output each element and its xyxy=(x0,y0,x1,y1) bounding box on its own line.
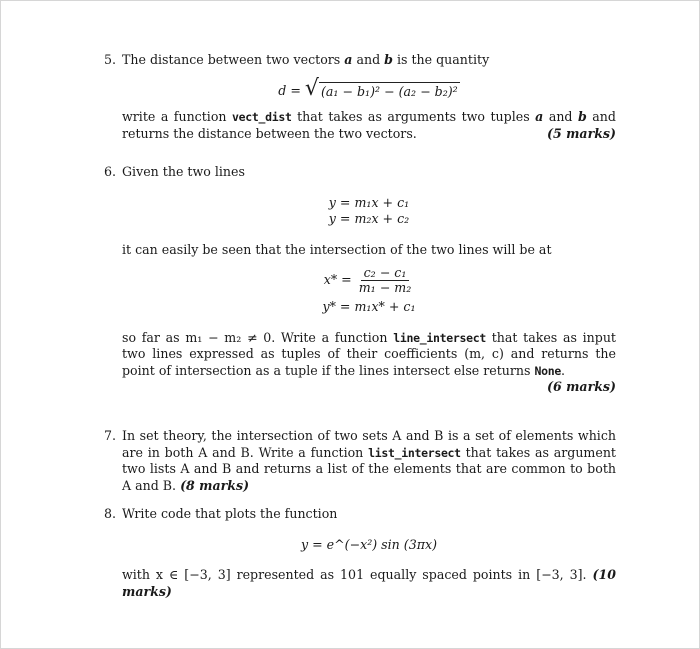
question-text: The distance between two vectors a and b is the quantity xyxy=(122,52,490,67)
function-name: list_intersect xyxy=(368,445,461,460)
intersection-text: it can easily be seen that the intersection of the two lines will be at xyxy=(122,241,552,257)
question-number: 8. xyxy=(104,506,117,521)
line-equation-1: y = m₁x + c₁ xyxy=(328,194,410,210)
question-6 xyxy=(104,164,616,394)
question-number: 6. xyxy=(104,164,117,179)
function-name: vect_dist xyxy=(232,110,292,124)
question-7 xyxy=(104,428,616,494)
marks-label: (5 marks) xyxy=(546,125,616,141)
line-equation-2: y = m₂x + c₂ xyxy=(328,211,410,226)
plot-equation: y = e^(−x²) sin (3πx) xyxy=(300,536,438,552)
x-star-equation: x* = $\frac{\text{c₂ − c₁}}{\text{m₁ − m₂}}$ xyxy=(122,266,616,295)
exam-page xyxy=(104,52,616,600)
question-8 xyxy=(104,506,616,600)
question-number: 7. xyxy=(104,428,117,443)
marks-label: (10 marks) xyxy=(122,567,616,599)
question-number: 5. xyxy=(104,52,117,67)
square-root: √ (a₁ − b₁)² − (a₂ − b₂)² xyxy=(304,75,458,101)
question-text: Write code that plots the function xyxy=(122,506,338,521)
fraction: $\frac{\text{c₂ − c₁}}{\text{m₁ − m₂}}$ xyxy=(358,265,412,295)
marks-label: (8 marks) xyxy=(180,477,250,493)
question-body: with x ∈ [−3, 3] represented as 101 equally spaced points in [−3, 3]. (10 marks) xyxy=(122,567,616,599)
function-name: line_intersect xyxy=(393,330,486,345)
none-keyword: None xyxy=(534,363,561,378)
question-body: write a function vect_dist that takes as arguments two tuples a and b and returns the distance between the two vectors. (5 marks) xyxy=(122,109,616,141)
y-star-equation: y* = m₁x* + c₁ xyxy=(322,299,416,314)
question-body: In set theory, the intersection of two sets A and B is a set of elements which are in both A and B. Write a function list_intersect that takes as argument two lists A and B and returns a list of the elements that are common to both A and B. (8 marks) xyxy=(122,428,616,493)
marks-label: (6 marks) xyxy=(546,379,616,394)
question-text: Given the two lines xyxy=(122,164,245,179)
question-5 xyxy=(104,52,616,152)
question-body: so far as m₁ − m₂ ≠ 0. Write a function line_intersect that takes as input two lines expressed as tuples of their coefficients (m, c) and returns the point of intersection as a tuple if the lines intersect else returns None. (6 marks) xyxy=(122,329,616,394)
distance-equation: d = √ (a₁ − b₁)² − (a₂ − b₂)² xyxy=(278,75,458,101)
